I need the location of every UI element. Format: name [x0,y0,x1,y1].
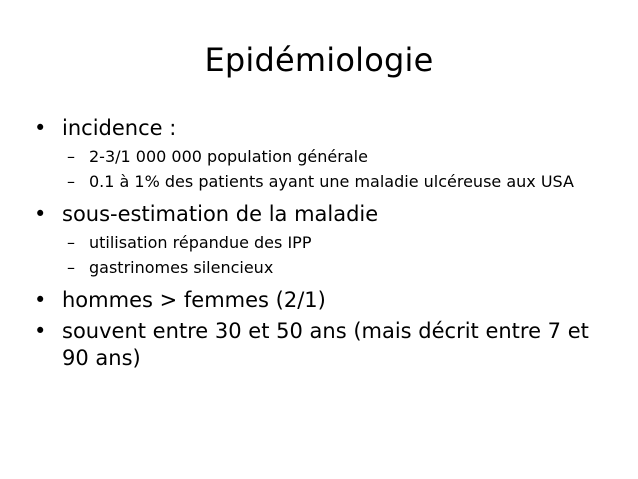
dash-icon: – [67,258,75,277]
dash-icon: – [67,147,75,166]
bullet-item-sous-estimation [34,201,614,228]
sub-bullet-text: gastrinomes silencieux [89,258,274,277]
sub-bullet-item [34,171,614,193]
slide-title: Epidémiologie [204,41,434,79]
dash-icon: – [67,233,75,252]
sub-bullet-text: 0.1 à 1% des patients ayant une maladie ulcéreuse aux USA [89,172,574,191]
dash-icon: – [67,172,75,191]
bullet-icon: • [34,202,47,226]
sub-bullet-text: utilisation répandue des IPP [89,233,312,252]
bullet-icon: • [34,116,47,140]
bullet-item-age [34,318,614,372]
bullet-text: souvent entre 30 et 50 ans (mais décrit entre 7 et 90 ans) [62,319,589,370]
bullet-text: sous-estimation de la maladie [62,202,379,226]
sub-bullet-item [34,232,614,254]
sub-bullet-text: 2-3/1 000 000 population générale [89,147,368,166]
bullet-item-hommes-femmes [34,287,614,314]
sub-bullet-item [34,257,614,279]
bullet-text: hommes > femmes (2/1) [62,288,326,312]
bullet-text: incidence : [62,116,177,140]
bullet-icon: • [34,319,47,343]
bullet-icon: • [34,288,47,312]
slide-content [34,115,614,376]
sub-bullet-item [34,146,614,168]
bullet-item-incidence [34,115,614,142]
